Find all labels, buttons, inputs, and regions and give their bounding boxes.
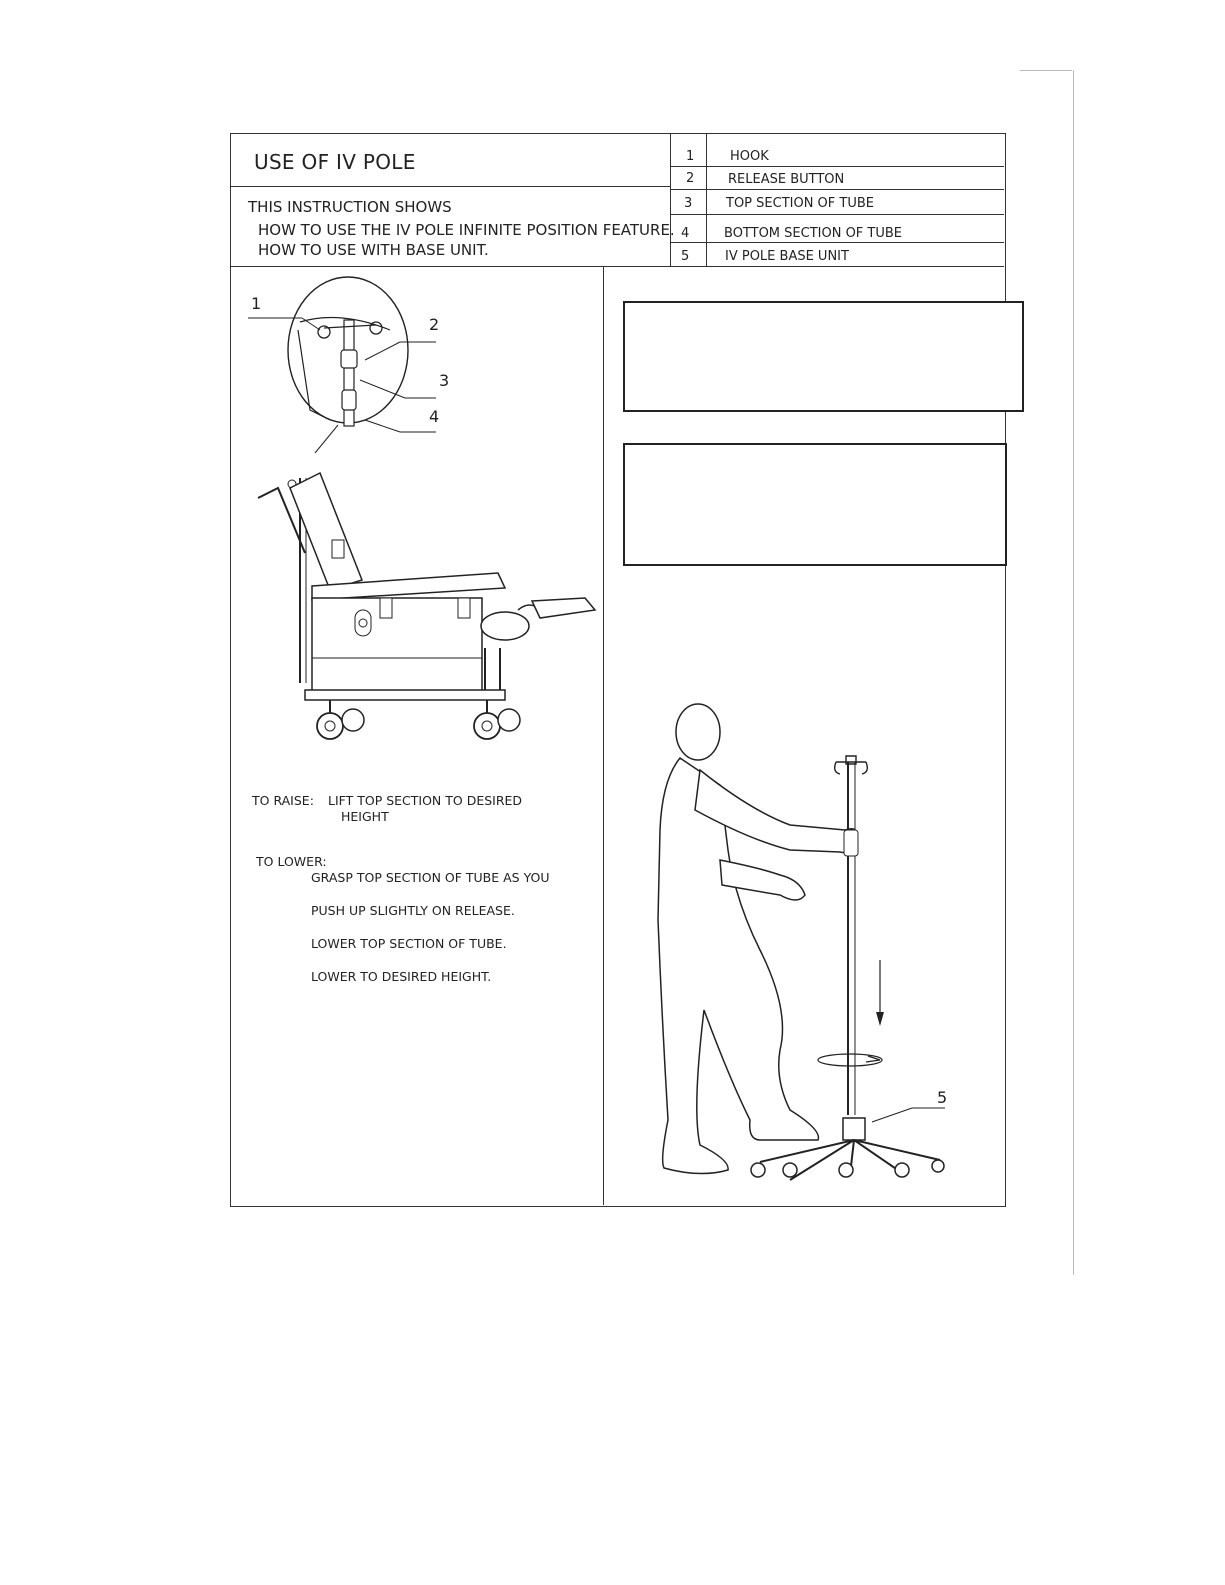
legend-num-divider bbox=[706, 133, 707, 266]
legend-label: TOP SECTION OF TUBE bbox=[726, 196, 874, 211]
person-with-iv-pole-illustration bbox=[640, 690, 960, 1190]
legend-label: IV POLE BASE UNIT bbox=[725, 249, 849, 264]
legend-row-divider bbox=[670, 166, 1004, 167]
raise-step-line-1: LIFT TOP SECTION TO DESIRED bbox=[328, 793, 523, 808]
lower-step: PUSH UP SLIGHTLY ON RELEASE. bbox=[311, 903, 515, 918]
legend-number: 1 bbox=[686, 149, 695, 164]
lower-step: LOWER TO DESIRED HEIGHT. bbox=[311, 969, 492, 984]
legend-label: BOTTOM SECTION OF TUBE bbox=[724, 226, 902, 241]
title-divider bbox=[230, 186, 670, 187]
lower-label: TO LOWER: bbox=[256, 854, 327, 869]
header-bottom-divider bbox=[230, 266, 1004, 267]
intro-line-2: HOW TO USE WITH BASE UNIT. bbox=[258, 241, 489, 259]
blank-note-box bbox=[623, 443, 1007, 566]
recliner-chair-illustration bbox=[250, 468, 600, 748]
raise-label: TO RAISE: bbox=[252, 793, 314, 808]
callout-4: 4 bbox=[429, 407, 440, 426]
panel-divider bbox=[603, 266, 604, 1205]
scan-edge-line bbox=[1073, 70, 1074, 1275]
callout-2: 2 bbox=[429, 315, 440, 334]
legend-row-divider bbox=[670, 189, 1004, 190]
blank-note-box bbox=[623, 301, 1024, 412]
callout-3: 3 bbox=[439, 371, 450, 390]
scan-edge-line bbox=[1020, 70, 1072, 71]
legend-left-border bbox=[670, 133, 671, 266]
pole-detail-illustration bbox=[240, 270, 450, 470]
legend-number: 4 bbox=[681, 226, 690, 241]
intro-heading: THIS INSTRUCTION SHOWS bbox=[248, 198, 452, 216]
legend-number: 3 bbox=[684, 196, 693, 211]
raise-step-line-2: HEIGHT bbox=[341, 809, 389, 824]
legend-row-divider bbox=[670, 242, 1004, 243]
lower-step: GRASP TOP SECTION OF TUBE AS YOU bbox=[311, 870, 550, 885]
legend-label: HOOK bbox=[730, 149, 769, 164]
legend-row-divider bbox=[670, 214, 1004, 215]
page-title: USE OF IV POLE bbox=[254, 150, 416, 174]
callout-5: 5 bbox=[937, 1088, 948, 1107]
intro-line-1: HOW TO USE THE IV POLE INFINITE POSITION FEATURE. bbox=[258, 221, 675, 239]
lower-step: LOWER TOP SECTION OF TUBE. bbox=[311, 936, 507, 951]
legend-label: RELEASE BUTTON bbox=[728, 172, 845, 187]
callout-1: 1 bbox=[251, 294, 262, 313]
legend-number: 5 bbox=[681, 249, 690, 264]
legend-number: 2 bbox=[686, 171, 695, 186]
